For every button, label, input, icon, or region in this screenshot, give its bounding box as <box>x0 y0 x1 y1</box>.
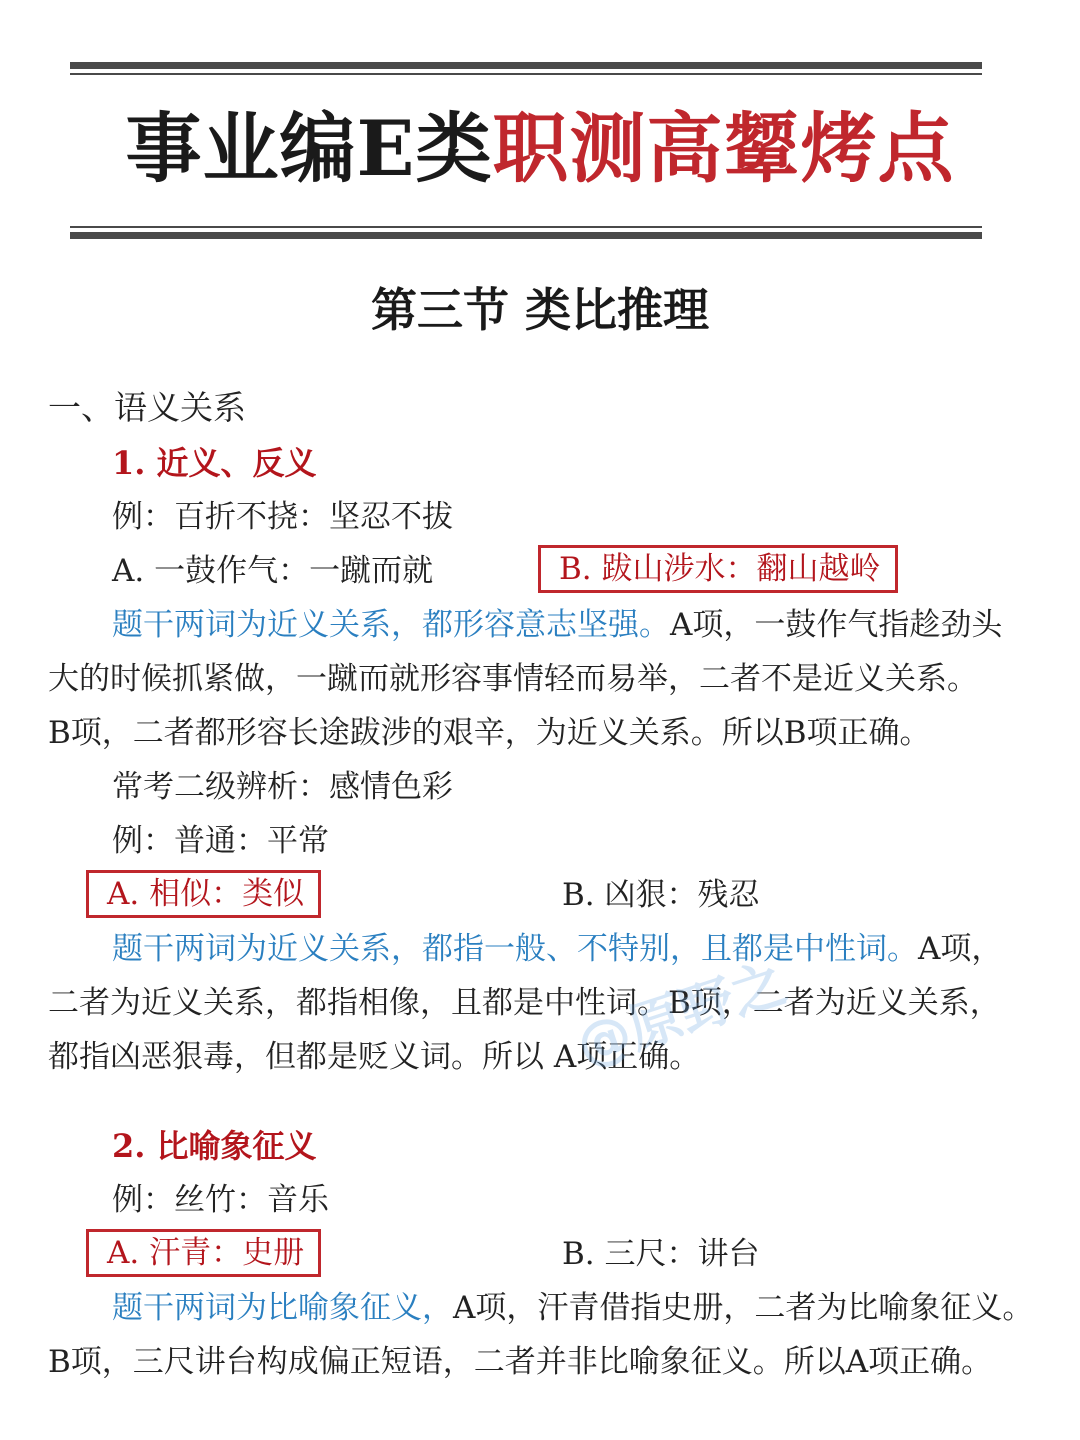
subsection-heading-2: 2. 比喻象征义 <box>112 1127 317 1165</box>
example-1: 例：百折不挠：坚忍不拔 <box>112 499 453 535</box>
example-2: 例：普通：平常 <box>112 823 329 859</box>
subsection-heading-1: 1. 近义、反义 <box>112 444 317 482</box>
page-title-red: 职测高颦烤点 <box>492 104 955 193</box>
explanation-3-highlight: 题干两词为比喻象征义， <box>112 1290 453 1326</box>
header-rule-bottom <box>70 226 982 239</box>
section-title: 第三节 类比推理 <box>370 283 709 337</box>
explanation-2-line-1 <box>112 927 1002 971</box>
explanation-3-rest: A项，汗青借指史册，二者为比喻象征义。 <box>453 1290 1034 1326</box>
explanation-1-line-3: B项，二者都形容长途跋涉的艰辛，为近义关系。所以B项正确。 <box>48 715 931 751</box>
explanation-3-line-2: B项，三尺讲台构成偏正短语，二者并非比喻象征义。所以A项正确。 <box>48 1344 993 1380</box>
example-3: 例：丝竹：音乐 <box>112 1182 329 1218</box>
page-title <box>0 104 1080 194</box>
watermark: @原野之 <box>568 950 794 1078</box>
explanation-1-rest: A项，一鼓作气指趁劲头 <box>670 607 1003 643</box>
page-title-black: 事业编E类 <box>125 104 493 193</box>
option-b-2: B. 凶狠：残忍 <box>562 877 760 913</box>
explanation-1-line-1 <box>112 603 1002 647</box>
option-b-3: B. 三尺：讲台 <box>562 1236 760 1272</box>
explanation-2-highlight: 题干两词为近义关系，都指一般、不特别，且都是中性词。 <box>112 931 918 967</box>
explanation-3-line-1 <box>112 1286 1033 1330</box>
option-b-1-correct: B. 跋山涉水：翻山越岭 <box>538 545 898 593</box>
option-a-3-correct: A. 汗青：史册 <box>86 1229 321 1277</box>
option-a-2-correct: A. 相似：类似 <box>86 870 321 918</box>
explanation-1-line-2: 大的时候抓紧做，一蹴而就形容事情轻而易举，二者不是近义关系。 <box>48 661 978 697</box>
secondary-analysis: 常考二级辨析：感情色彩 <box>112 769 453 805</box>
explanation-2-rest: A项， <box>918 931 1003 967</box>
explanation-2-line-3: 都指凶恶狠毒，但都是贬义词。所以 A项正确。 <box>48 1039 701 1075</box>
explanation-1-highlight: 题干两词为近义关系，都形容意志坚强。 <box>112 607 670 643</box>
option-a-1: A. 一鼓作气：一蹴而就 <box>112 553 434 589</box>
part-heading: 一、语义关系 <box>48 388 246 427</box>
header-rule-top <box>70 62 982 75</box>
explanation-2-line-2: 二者为近义关系，都指相像，且都是中性词。B项，二者为近义关系， <box>48 985 1001 1021</box>
